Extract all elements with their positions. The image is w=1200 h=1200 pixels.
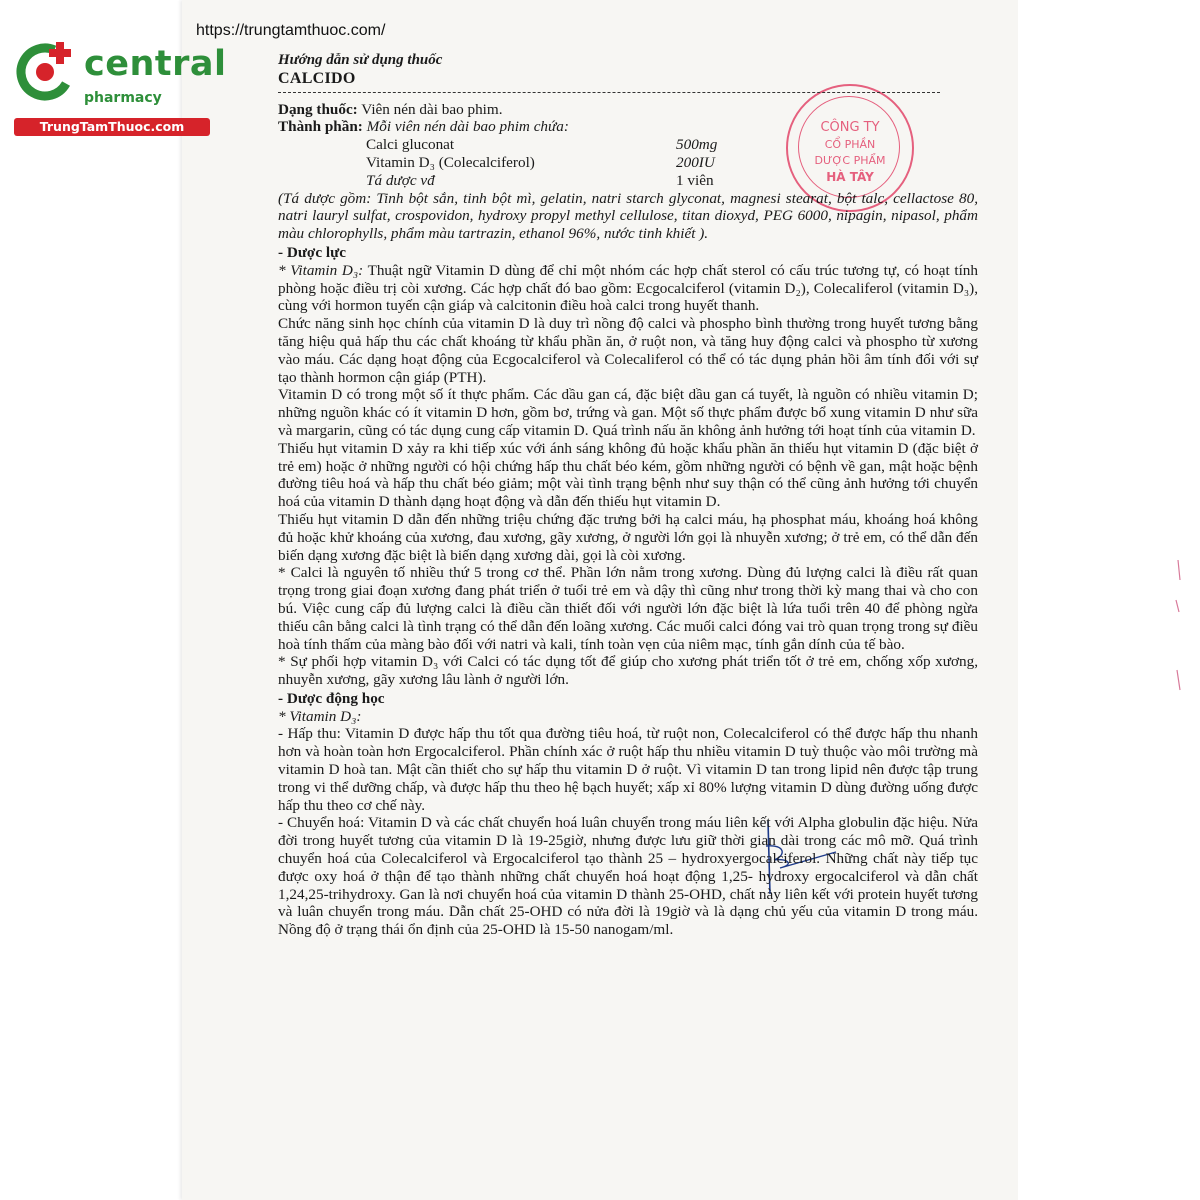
- pk-paragraph-1: - Hấp thu: Vitamin D được hấp thu tốt qua đường tiêu hoá, từ ruột non, Colecalciferol có thể được hấp thu nhanh hơn và hoàn toàn hơn Ergocalciferol. Phần chính xác ở ruột hấp thu nhiều vitamin D tuỳ thuộc vào môi trường mà vitamin D hoà tan. Mật cần thiết cho sự hấp thu vitamin D ở ruột. Vì vitamin D tan trong lipid nên được tập trung trong vi thể dưỡng chấp, và được hấp thu theo hệ bạch huyết; xấp xỉ 80% lượng vitamin D dùng đường uống được hấp thu theo cơ chế này.: [278, 725, 978, 814]
- pd-paragraph-6: * Calci là nguyên tố nhiều thứ 5 trong cơ thể. Phần lớn nằm trong xương. Dùng đủ lượng calci là điều rất quan trọng trong giai đoạn xương đang phát triển ở tuổi trẻ em và dậy thì cũng như trong thời kỳ mang thai và cho con bú. Việc cung cấp đủ lượng calci là điều cần thiết đối với người lớn đặc biệt là lứa tuổi trên 40 để phòng ngừa thiếu cân bằng calci là tình trạng có thể dẫn đến loãng xương. Các muối calci đóng vai trò quan trọng trong sự điều hoà tính thấm của màng bào đối với natri và kali, tính toàn vẹn của niêm mạc, tính gắn dính của tế bào.: [278, 564, 978, 653]
- ingredient-name: Vitamin D₃ (Colecalciferol): [366, 153, 535, 171]
- form-label: Dạng thuốc:: [278, 100, 358, 118]
- ingredient-name: Calci gluconat: [366, 136, 455, 154]
- pharmacokinetics-heading: - Dược động học: [278, 689, 385, 707]
- ingredient-row: [366, 172, 978, 190]
- form-line: [278, 101, 978, 119]
- excipients-note: (Tá dược gồm: Tinh bột sắn, tinh bột mì, gelatin, natri starch glyconat, magnesi stearat, bột talc, cellactose 80, natri lauryl sulfat, crospovidon, hydroxy propyl methyl cellulose, titan dioxyd, PEG 6000, nipagin, nipasol, phẩm màu chlorophylls, phẩm màu tartrazin, ethanol 96%, nước tinh khiết ).: [278, 189, 978, 243]
- pd-paragraph-5: Thiếu hụt vitamin D dẫn đến những triệu chứng đặc trưng bởi hạ calci máu, hạ phosphat máu, khoáng hoá không đủ hoặc khử khoáng của xương, đau xương, gãy xương, ở người lớn gọi là nhuyễn xương; ở trẻ em, có thể dẫn đến biến dạng xương đặc biệt là biến dạng xương dài, gọi là còi xương.: [278, 510, 978, 564]
- ingredient-row: [366, 154, 978, 172]
- pd-paragraph-1-text: Thuật ngữ Vitamin D dùng để chỉ một nhóm các hợp chất sterol có cấu trúc tương tự, có hoạt tính phòng hoặc điều trị còi xương. Các hợp chất đó bao gồm: Ecgocalciferol (vitamin D₂), Colecaliferol (vitamin D₃), cùng với hormon tuyến cận giáp và calcitonin điều hoà calci trong huyết thanh.: [278, 261, 978, 315]
- stamp-line-3: DƯỢC PHẨM: [814, 154, 886, 167]
- composition-intro: Mỗi viên nén dài bao phim chứa:: [366, 118, 569, 136]
- source-url[interactable]: https://trungtamthuoc.com/: [196, 22, 386, 39]
- pharmacodynamics-heading: - Dược lực: [278, 243, 346, 261]
- ingredient-qty: 1 viên: [676, 171, 714, 189]
- pd-paragraph-4: Thiếu hụt vitamin D xảy ra khi tiếp xúc với ánh sáng không đủ hoặc khẩu phần ăn thiếu hụt vitamin D (đặc biệt ở trẻ em) hoặc ở những người có hội chứng hấp thu chất béo kém, gồm những người có bệnh về gan, mật hoặc bệnh đường tiêu hoá và hấp thu chất béo giảm; một vài tình trạng bệnh như suy thận có thể cũng ảnh hưởng tới chuyển hoá của vitamin D thành dạng hoạt động và dẫn đến thiếu hụt vitamin D.: [278, 439, 978, 511]
- composition-line: [278, 118, 978, 136]
- form-value: Viên nén dài bao phim.: [361, 100, 503, 118]
- ingredient-name: Tá dược vđ: [366, 171, 435, 189]
- stamp-line-2: CỔ PHẦN: [824, 138, 876, 151]
- dashed-divider: [278, 92, 940, 93]
- pd-paragraph-1: [278, 262, 978, 315]
- composition-label: Thành phần:: [278, 118, 363, 136]
- drug-title: CALCIDO: [278, 69, 356, 87]
- stamp-line-4: HÀ TÂY: [826, 170, 874, 184]
- stamp-line-1: CÔNG TY: [820, 120, 880, 135]
- pd-paragraph-2: Chức năng sinh học chính của vitamin D là duy trì nồng độ calci và phospho bình thường trong huyết tương bằng tăng hiệu quả hấp thu các chất khoáng từ khẩu phần ăn, ở ruột non, và tăng huy động calci và phospho từ xương vào máu. Các dạng hoạt động của Ecgocalciferol và Colecaliferol có thể có tác dụng phản hồi âm tính đối với sự tạo thành hormon cận giáp (PTH).: [278, 315, 978, 386]
- ingredient-row: [366, 136, 978, 154]
- logo-site-banner[interactable]: TrungTamThuoc.com: [14, 118, 210, 136]
- pd-paragraph-7: * Sự phối hợp vitamin D₃ với Calci có tác dụng tốt để giúp cho xương phát triển tốt ở trẻ em, chống xốp xương, nhuyễn xương, gãy xương lâu lành ở người lớn.: [278, 653, 978, 689]
- margin-marks-icon: [1168, 540, 1188, 700]
- ingredient-qty: 500mg: [676, 136, 718, 154]
- ingredient-qty: 200IU: [676, 153, 715, 171]
- logo-subtitle: pharmacy: [84, 90, 162, 106]
- pk-paragraph-2: - Chuyển hoá: Vitamin D và các chất chuyển hoá luân chuyển trong máu liên kết với Alpha globulin đặc hiệu. Nửa đời trong huyết tương của vitamin D là 19-25giờ, nhưng được lưu giữ thời gian dài trong các mô mỡ. Quá trình chuyển hoá của Colecalciferol và Ergocalciferol tạo thành 25 – hydroxyergocalciferol. Những chất này tiếp tục được oxy hoá ở thận để tạo thành những chất chuyển hoá hoạt động 1,25- hydroxy ergocalciferol và dẫn chất 1,24,25-trihydroxy. Gan là nơi chuyển hoá của vitamin D thành 25-OHD, chất này liên kết với protein huyết tương và luân chuyển trong máu. Dẫn chất 25-OHD có nửa đời là 19giờ và là dạng chủ yếu của vitamin D trong máu. Nồng độ ở trạng thái ổn định của 25-OHD là 15-50 nanogam/ml.: [278, 814, 978, 939]
- pd-vitamin-label: * Vitamin D₃:: [278, 261, 364, 279]
- pd-paragraph-3: Vitamin D có trong một số ít thực phẩm. Các dầu gan cá, đặc biệt dầu gan cá tuyết, là nguồn có nhiều vitamin D; những nguồn khác có ít vitamin D hơn, gồm bơ, trứng và gan. Một số thực phẩm được bổ xung vitamin D như sữa và margarin, cũng có tác dụng cung cấp vitamin D. Quá trình nấu ăn không ảnh hưởng tới hoạt tính của vitamin D.: [278, 386, 978, 439]
- leaflet-subtitle: Hướng dẫn sử dụng thuốc: [278, 52, 443, 68]
- leaflet-content: [278, 52, 978, 939]
- logo-name: central: [84, 44, 227, 84]
- pk-vitamin-label: * Vitamin D₃:: [278, 707, 362, 725]
